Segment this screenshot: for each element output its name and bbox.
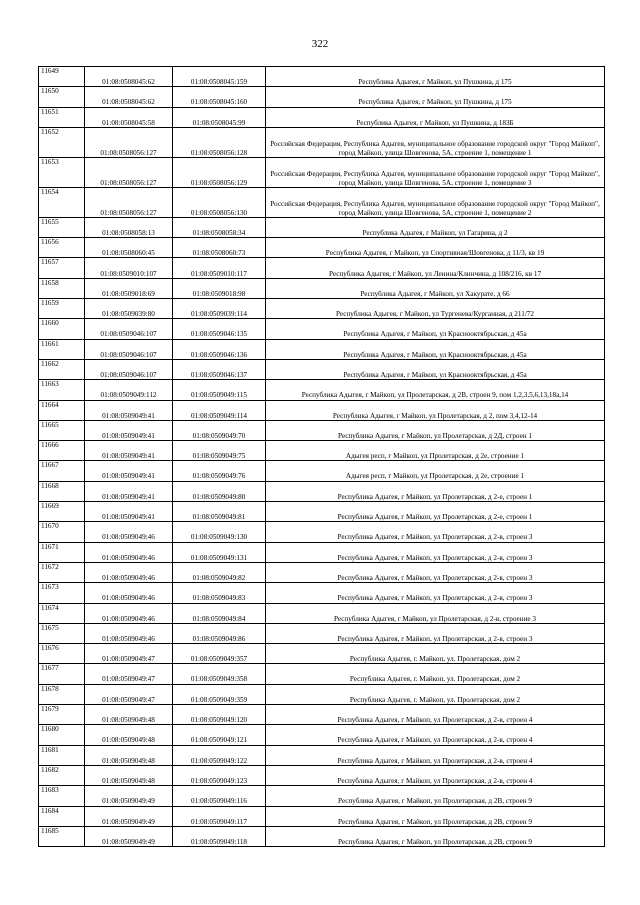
table-row: [39, 583, 605, 603]
row-number-cell: 11656: [39, 238, 85, 258]
object-cadastral-number-cell: 01:08:0509049:123: [173, 765, 266, 785]
object-cadastral-number-cell: 01:08:0509049:358: [173, 664, 266, 684]
object-cadastral-number-cell: 01:08:0509049:83: [173, 583, 266, 603]
table-row: [39, 705, 605, 725]
object-cadastral-number-cell: 01:08:0509046:137: [173, 359, 266, 379]
address-cell: Адыгея респ, г Майкоп, ул Пролетарская, д 2е, строение 1: [266, 461, 605, 481]
parcel-cadastral-number-cell: 01:08:0509049:112: [85, 380, 173, 400]
address-cell: Республика Адыгея, г. Майкоп, ул. Пролетарская, дом 2: [266, 684, 605, 704]
table-row: [39, 765, 605, 785]
object-cadastral-number-cell: 01:08:0508058:34: [173, 217, 266, 237]
row-number-cell: 11678: [39, 684, 85, 704]
address-cell: Республика Адыгея, г Майкоп, ул Пушкина, д 183Б: [266, 107, 605, 127]
row-number-cell: 11661: [39, 339, 85, 359]
object-cadastral-number-cell: 01:08:0508045:99: [173, 107, 266, 127]
address-cell: Республика Адыгея, г Майкоп, ул Пролетарская, д 2, пом 3,4,12-14: [266, 400, 605, 420]
address-cell: Республика Адыгея, г Майкоп, ул Пролетарская, д 2-в, строен 4: [266, 745, 605, 765]
parcel-cadastral-number-cell: 01:08:0509049:47: [85, 644, 173, 664]
address-cell: Республика Адыгея, г Майкоп, ул Хакурате, д 66: [266, 278, 605, 298]
object-cadastral-number-cell: 01:08:0509018:98: [173, 278, 266, 298]
parcel-cadastral-number-cell: 01:08:0509049:41: [85, 420, 173, 440]
parcel-cadastral-number-cell: 01:08:0509018:69: [85, 278, 173, 298]
parcel-cadastral-number-cell: 01:08:0509049:46: [85, 562, 173, 582]
row-number-cell: 11665: [39, 420, 85, 440]
table-row: [39, 400, 605, 420]
parcel-cadastral-number-cell: 01:08:0508056:127: [85, 187, 173, 217]
address-cell: Республика Адыгея, г Майкоп, ул Пролетарская, д 2В, строен 9, пом 1,2,3,5,6,13,18а,14: [266, 380, 605, 400]
row-number-cell: 11653: [39, 157, 85, 187]
object-cadastral-number-cell: 01:08:0509046:136: [173, 339, 266, 359]
parcel-cadastral-number-cell: 01:08:0509039:80: [85, 299, 173, 319]
row-number-cell: 11664: [39, 400, 85, 420]
object-cadastral-number-cell: 01:08:0509049:84: [173, 603, 266, 623]
object-cadastral-number-cell: 01:08:0509049:115: [173, 380, 266, 400]
table-row: [39, 299, 605, 319]
address-cell: Республика Адыгея, г Майкоп, ул Пролетарская, д 2В, строен 9: [266, 786, 605, 806]
row-number-cell: 11682: [39, 765, 85, 785]
table-row: [39, 826, 605, 846]
object-cadastral-number-cell: 01:08:0508056:130: [173, 187, 266, 217]
parcel-cadastral-number-cell: 01:08:0508056:127: [85, 127, 173, 157]
object-cadastral-number-cell: 01:08:0509049:75: [173, 441, 266, 461]
object-cadastral-number-cell: 01:08:0508056:128: [173, 127, 266, 157]
row-number-cell: 11684: [39, 806, 85, 826]
row-number-cell: 11649: [39, 67, 85, 87]
table-row: [39, 319, 605, 339]
object-cadastral-number-cell: 01:08:0509049:121: [173, 725, 266, 745]
row-number-cell: 11652: [39, 127, 85, 157]
address-cell: Республика Адыгея, г Майкоп, ул Пролетарская, д 2-в, строение 3: [266, 603, 605, 623]
row-number-cell: 11668: [39, 481, 85, 501]
address-cell: Республика Адыгея, г Майкоп, ул Ленина/Клинчина, д 108/216, кв 17: [266, 258, 605, 278]
parcel-cadastral-number-cell: 01:08:0509049:48: [85, 705, 173, 725]
object-cadastral-number-cell: 01:08:0509049:122: [173, 745, 266, 765]
table-row: [39, 542, 605, 562]
row-number-cell: 11669: [39, 502, 85, 522]
table-row: [39, 562, 605, 582]
address-cell: Российская Федерация, Республика Адыгея, муниципальное образование городской округ "Город Майкоп", город Майкоп, улица Шовгенова, 5А, строение 1, помещение 3: [266, 157, 605, 187]
parcel-cadastral-number-cell: 01:08:0509049:49: [85, 786, 173, 806]
row-number-cell: 11662: [39, 359, 85, 379]
object-cadastral-number-cell: 01:08:0508045:159: [173, 67, 266, 87]
parcel-cadastral-number-cell: 01:08:0509049:46: [85, 623, 173, 643]
address-cell: Республика Адыгея, г Майкоп, ул Пролетарская, д 2В, строен 9: [266, 826, 605, 846]
address-cell: Республика Адыгея, г Майкоп, ул Тургенева/Курганная, д 211/72: [266, 299, 605, 319]
object-cadastral-number-cell: 01:08:0509049:116: [173, 786, 266, 806]
object-cadastral-number-cell: 01:08:0509049:86: [173, 623, 266, 643]
row-number-cell: 11677: [39, 664, 85, 684]
row-number-cell: 11680: [39, 725, 85, 745]
object-cadastral-number-cell: 01:08:0509049:81: [173, 502, 266, 522]
table-row: [39, 380, 605, 400]
table-row: [39, 725, 605, 745]
registry-table-body: [39, 67, 605, 847]
parcel-cadastral-number-cell: 01:08:0509049:48: [85, 745, 173, 765]
address-cell: Республика Адыгея, г Майкоп, ул Пролетарская, д 2-в, строен 4: [266, 725, 605, 745]
address-cell: Республика Адыгея, г Майкоп, ул Пролетарская, д 2-в, строен 3: [266, 562, 605, 582]
parcel-cadastral-number-cell: 01:08:0509046:107: [85, 359, 173, 379]
table-row: [39, 664, 605, 684]
parcel-cadastral-number-cell: 01:08:0508045:62: [85, 67, 173, 87]
address-cell: Республика Адыгея, г Майкоп, ул Пролетарская, д 2-в, строен 3: [266, 522, 605, 542]
address-cell: Республика Адыгея, г Майкоп, ул Краснооктябрьская, д 45а: [266, 339, 605, 359]
address-cell: Республика Адыгея, г Майкоп, ул Пролетарская, д 2-в, строен 3: [266, 542, 605, 562]
address-cell: Республика Адыгея, г Майкоп, ул Пролетарская, д 2-е, строен 1: [266, 502, 605, 522]
row-number-cell: 11674: [39, 603, 85, 623]
address-cell: Республика Адыгея, г Майкоп, ул Краснооктябрьская, д 45а: [266, 359, 605, 379]
object-cadastral-number-cell: 01:08:0508060:73: [173, 238, 266, 258]
object-cadastral-number-cell: 01:08:0509049:82: [173, 562, 266, 582]
table-row: [39, 217, 605, 237]
row-number-cell: 11651: [39, 107, 85, 127]
table-row: [39, 339, 605, 359]
parcel-cadastral-number-cell: 01:08:0509046:107: [85, 319, 173, 339]
object-cadastral-number-cell: 01:08:0509010:117: [173, 258, 266, 278]
table-row: [39, 107, 605, 127]
parcel-cadastral-number-cell: 01:08:0509049:46: [85, 542, 173, 562]
parcel-cadastral-number-cell: 01:08:0508045:62: [85, 87, 173, 107]
table-row: [39, 278, 605, 298]
address-cell: Республика Адыгея, г Майкоп, ул Пролетарская, д 2-в, строен 3: [266, 583, 605, 603]
table-row: [39, 441, 605, 461]
row-number-cell: 11683: [39, 786, 85, 806]
table-row: [39, 603, 605, 623]
address-cell: Республика Адыгея, г Майкоп, ул Пролетарская, д 2-е, строен 1: [266, 481, 605, 501]
row-number-cell: 11681: [39, 745, 85, 765]
table-row: [39, 238, 605, 258]
address-cell: Республика Адыгея, г Майкоп, ул Краснооктябрьская, д 45а: [266, 319, 605, 339]
parcel-cadastral-number-cell: 01:08:0509049:46: [85, 583, 173, 603]
row-number-cell: 11655: [39, 217, 85, 237]
row-number-cell: 11667: [39, 461, 85, 481]
parcel-cadastral-number-cell: 01:08:0509049:46: [85, 522, 173, 542]
table-row: [39, 420, 605, 440]
object-cadastral-number-cell: 01:08:0509049:117: [173, 806, 266, 826]
row-number-cell: 11658: [39, 278, 85, 298]
object-cadastral-number-cell: 01:08:0509049:120: [173, 705, 266, 725]
row-number-cell: 11679: [39, 705, 85, 725]
row-number-cell: 11670: [39, 522, 85, 542]
row-number-cell: 11673: [39, 583, 85, 603]
table-row: [39, 644, 605, 664]
parcel-cadastral-number-cell: 01:08:0509049:47: [85, 684, 173, 704]
table-row: [39, 187, 605, 217]
row-number-cell: 11650: [39, 87, 85, 107]
object-cadastral-number-cell: 01:08:0509049:357: [173, 644, 266, 664]
parcel-cadastral-number-cell: 01:08:0509049:41: [85, 461, 173, 481]
row-number-cell: 11654: [39, 187, 85, 217]
row-number-cell: 11676: [39, 644, 85, 664]
table-row: [39, 786, 605, 806]
row-number-cell: 11663: [39, 380, 85, 400]
address-cell: Республика Адыгея, г Майкоп, ул Пролетарская, д 2-в, строен 3: [266, 623, 605, 643]
row-number-cell: 11666: [39, 441, 85, 461]
address-cell: Республика Адыгея, г Майкоп, ул Пролетарская, д 2-в, строен 4: [266, 705, 605, 725]
parcel-cadastral-number-cell: 01:08:0508058:13: [85, 217, 173, 237]
row-number-cell: 11659: [39, 299, 85, 319]
table-row: [39, 157, 605, 187]
object-cadastral-number-cell: 01:08:0509049:130: [173, 522, 266, 542]
table-row: [39, 461, 605, 481]
address-cell: Республика Адыгея, г Майкоп, ул Спортивная/Шовгенова, д 11/3, кв 19: [266, 238, 605, 258]
parcel-cadastral-number-cell: 01:08:0509049:47: [85, 664, 173, 684]
object-cadastral-number-cell: 01:08:0509046:135: [173, 319, 266, 339]
object-cadastral-number-cell: 01:08:0509049:76: [173, 461, 266, 481]
parcel-cadastral-number-cell: 01:08:0509010:107: [85, 258, 173, 278]
parcel-cadastral-number-cell: 01:08:0509049:49: [85, 826, 173, 846]
object-cadastral-number-cell: 01:08:0509039:114: [173, 299, 266, 319]
row-number-cell: 11671: [39, 542, 85, 562]
registry-table: [38, 66, 605, 847]
object-cadastral-number-cell: 01:08:0509049:359: [173, 684, 266, 704]
address-cell: Республика Адыгея, г Майкоп, ул Гагарина, д 2: [266, 217, 605, 237]
address-cell: Адыгея респ, г Майкоп, ул Пролетарская, д 2е, строение 1: [266, 441, 605, 461]
object-cadastral-number-cell: 01:08:0509049:131: [173, 542, 266, 562]
parcel-cadastral-number-cell: 01:08:0509049:41: [85, 441, 173, 461]
row-number-cell: 11685: [39, 826, 85, 846]
table-row: [39, 522, 605, 542]
table-row: [39, 258, 605, 278]
object-cadastral-number-cell: 01:08:0508056:129: [173, 157, 266, 187]
table-row: [39, 481, 605, 501]
table-row: [39, 745, 605, 765]
object-cadastral-number-cell: 01:08:0509049:70: [173, 420, 266, 440]
object-cadastral-number-cell: 01:08:0509049:114: [173, 400, 266, 420]
address-cell: Республика Адыгея, г Майкоп, ул Пушкина, д 175: [266, 67, 605, 87]
row-number-cell: 11657: [39, 258, 85, 278]
table-row: [39, 87, 605, 107]
parcel-cadastral-number-cell: 01:08:0508045:58: [85, 107, 173, 127]
table-row: [39, 502, 605, 522]
parcel-cadastral-number-cell: 01:08:0509049:48: [85, 725, 173, 745]
address-cell: Республика Адыгея, г. Майкоп, ул. Пролетарская, дом 2: [266, 664, 605, 684]
address-cell: Республика Адыгея, г Майкоп, ул Пролетарская, д 2В, строен 9: [266, 806, 605, 826]
row-number-cell: 11672: [39, 562, 85, 582]
table-row: [39, 623, 605, 643]
page-number: 322: [311, 38, 329, 50]
object-cadastral-number-cell: 01:08:0508045:160: [173, 87, 266, 107]
parcel-cadastral-number-cell: 01:08:0509049:46: [85, 603, 173, 623]
object-cadastral-number-cell: 01:08:0509049:80: [173, 481, 266, 501]
object-cadastral-number-cell: 01:08:0509049:118: [173, 826, 266, 846]
table-row: [39, 684, 605, 704]
address-cell: Республика Адыгея, г Майкоп, ул Пушкина, д 175: [266, 87, 605, 107]
table-row: [39, 67, 605, 87]
parcel-cadastral-number-cell: 01:08:0509049:41: [85, 481, 173, 501]
parcel-cadastral-number-cell: 01:08:0509049:41: [85, 400, 173, 420]
parcel-cadastral-number-cell: 01:08:0508056:127: [85, 157, 173, 187]
address-cell: Республика Адыгея, г Майкоп, ул Пролетарская, д 2Д, строен 1: [266, 420, 605, 440]
table-row: [39, 806, 605, 826]
row-number-cell: 11675: [39, 623, 85, 643]
table-row: [39, 359, 605, 379]
address-cell: Республика Адыгея, г. Майкоп, ул. Пролетарская, дом 2: [266, 644, 605, 664]
row-number-cell: 11660: [39, 319, 85, 339]
address-cell: Российская Федерация, Республика Адыгея, муниципальное образование городской округ "Город Майкоп", город Майкоп, улица Шовгенова, 5А, строение 1, помещение 2: [266, 187, 605, 217]
parcel-cadastral-number-cell: 01:08:0509049:41: [85, 502, 173, 522]
parcel-cadastral-number-cell: 01:08:0508060:45: [85, 238, 173, 258]
address-cell: Республика Адыгея, г Майкоп, ул Пролетарская, д 2-в, строен 4: [266, 765, 605, 785]
address-cell: Российская Федерация, Республика Адыгея, муниципальное образование городской округ "Город Майкоп", город Майкоп, улица Шовгенова, 5А, строение 1, помещение 1: [266, 127, 605, 157]
parcel-cadastral-number-cell: 01:08:0509049:49: [85, 806, 173, 826]
table-row: [39, 127, 605, 157]
parcel-cadastral-number-cell: 01:08:0509046:107: [85, 339, 173, 359]
parcel-cadastral-number-cell: 01:08:0509049:48: [85, 765, 173, 785]
